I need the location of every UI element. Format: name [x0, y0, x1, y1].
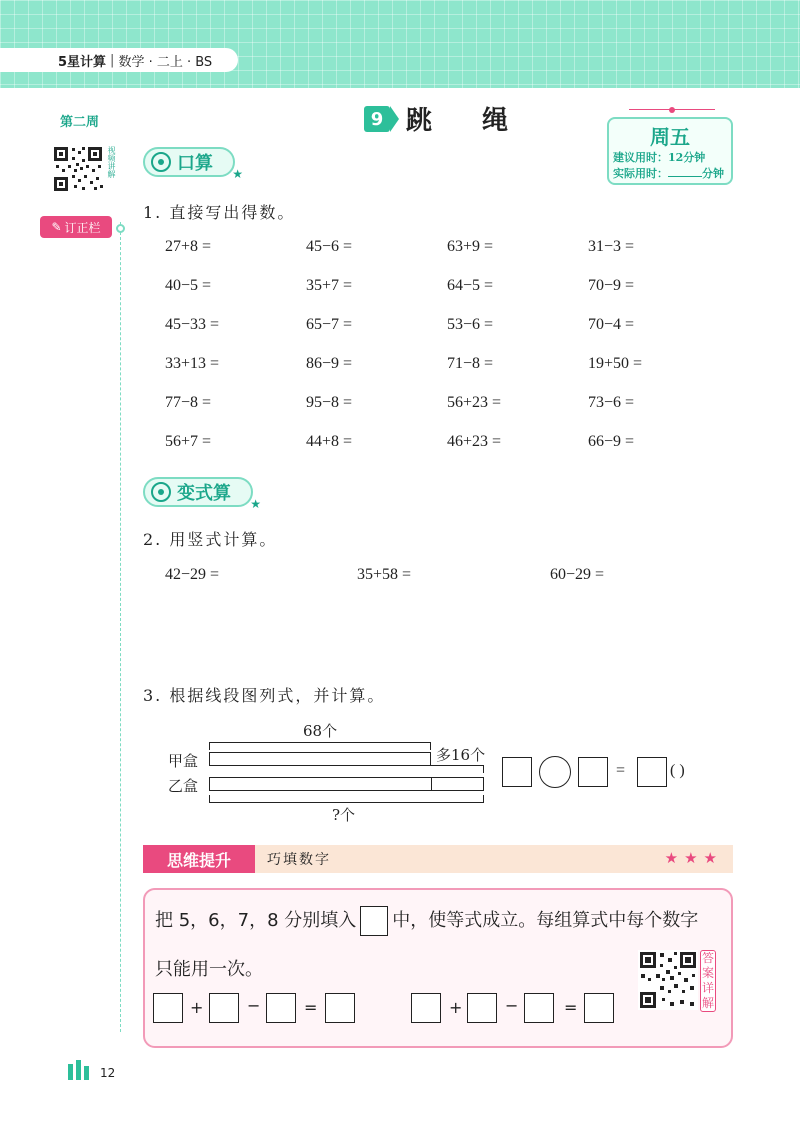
- oral-problem: 63+9 =: [447, 238, 494, 255]
- answer-qr-icon[interactable]: [638, 950, 698, 1010]
- box-a-label: 甲盒: [168, 752, 199, 770]
- fill-box[interactable]: [524, 993, 554, 1023]
- oral-problem: 44+8 =: [306, 433, 353, 450]
- qr-code-icon[interactable]: [52, 145, 104, 193]
- star-icon: ★: [232, 167, 243, 181]
- oral-problem: 45−6 =: [306, 238, 353, 255]
- thinking-subtitle: 巧填数字: [267, 852, 331, 868]
- oral-problem: 27+8 =: [165, 238, 212, 255]
- fill-box[interactable]: [153, 993, 183, 1023]
- lesson-title: 跳绳: [406, 106, 559, 136]
- bar-b-divider: [431, 777, 432, 791]
- answer-box[interactable]: [502, 757, 532, 787]
- q1-prompt: 1. 直接写出得数。: [143, 203, 296, 222]
- fill-box[interactable]: [467, 993, 497, 1023]
- oral-problem: 70−9 =: [588, 277, 635, 294]
- card-pin: [669, 107, 675, 113]
- oral-problem: 73−6 =: [588, 394, 635, 411]
- oral-problem: 71−8 =: [447, 355, 494, 372]
- suggested-time: 建议用时：12分钟: [613, 151, 706, 164]
- answer-box[interactable]: [578, 757, 608, 787]
- oral-problem: 64−5 =: [447, 277, 494, 294]
- oral-problem: 66−9 =: [588, 433, 635, 450]
- oral-problem: 56+23 =: [447, 394, 502, 411]
- correction-tag: [40, 216, 112, 238]
- oral-problem: 19+50 =: [588, 355, 643, 372]
- brace-bottom: [209, 795, 484, 803]
- total-a-label: 68个: [303, 722, 338, 740]
- oral-problem: 95−8 =: [306, 394, 353, 411]
- equals-sign: =: [564, 998, 578, 1017]
- day-label: 周五: [650, 125, 690, 149]
- oral-problem: 33+13 =: [165, 355, 220, 372]
- page-mark-icon: [66, 1058, 94, 1080]
- difficulty-stars: ★★★: [664, 849, 723, 867]
- bar-b: [209, 777, 484, 791]
- pencil-icon: ✎: [51, 220, 62, 234]
- star-icon: ★: [250, 497, 261, 511]
- series-tab: [0, 48, 238, 72]
- q2-prompt: 2. 用竖式计算。: [143, 530, 278, 549]
- oral-problem: 56+7 =: [165, 433, 212, 450]
- actual-time-blank[interactable]: [668, 166, 702, 177]
- section-variant-label: 变式算: [177, 483, 231, 504]
- actual-time-prefix: 实际用时：: [613, 167, 668, 180]
- section-oral: [143, 147, 243, 181]
- result-box[interactable]: [637, 757, 667, 787]
- oral-problem: 65−7 =: [306, 316, 353, 333]
- equals-sign: =: [304, 998, 318, 1017]
- day-card: [607, 117, 733, 185]
- unknown-label: ?个: [332, 806, 356, 824]
- subject-label: 数学 · 二上 · BS: [118, 54, 213, 70]
- minus-sign: −: [505, 996, 519, 1015]
- thinking-tag: 思维提升: [143, 845, 255, 873]
- oral-problem: 53−6 =: [447, 316, 494, 333]
- plus-sign: +: [190, 998, 204, 1017]
- fill-box[interactable]: [209, 993, 239, 1023]
- q2-item: 60−29 =: [550, 566, 605, 583]
- plus-sign: +: [449, 998, 463, 1017]
- oral-problem: 31−3 =: [588, 238, 635, 255]
- fill-box[interactable]: [325, 993, 355, 1023]
- more-label: 多16个: [436, 746, 486, 764]
- oral-problem: 86−9 =: [306, 355, 353, 372]
- q3-prompt: 3. 根据线段图列式，并计算。: [143, 686, 386, 705]
- equals-sign: =: [616, 762, 626, 779]
- qr-caption: 视频讲解: [107, 146, 116, 178]
- q2-item: 35+58 =: [357, 566, 412, 583]
- section-variant: [143, 477, 261, 511]
- oral-problem: 77−8 =: [165, 394, 212, 411]
- series-name: 5星计算: [58, 54, 107, 70]
- thinking-line1: [155, 906, 698, 936]
- section-oral-label: 口算: [177, 153, 213, 174]
- brace-more: [431, 765, 484, 773]
- fill-box[interactable]: [584, 993, 614, 1023]
- divider-dot: [116, 224, 125, 233]
- thinking-line1-b: 中，使等式成立。每组算式中每个数字: [392, 910, 699, 931]
- oral-problem: 46+23 =: [447, 433, 502, 450]
- actual-time-suffix: 分钟: [702, 167, 724, 180]
- correction-label: 订正栏: [64, 220, 101, 235]
- q2-item: 42−29 =: [165, 566, 220, 583]
- oral-problem: 45−33 =: [165, 316, 220, 333]
- stopwatch-icon: [151, 152, 171, 172]
- bar-a: [209, 752, 431, 766]
- answer-detail-label: 答案详解: [701, 951, 714, 1010]
- thinking-bar: [143, 845, 733, 873]
- fill-box[interactable]: [411, 993, 441, 1023]
- fill-box[interactable]: [266, 993, 296, 1023]
- oral-problem: 40−5 =: [165, 277, 212, 294]
- unit-parens[interactable]: ( ): [670, 762, 685, 779]
- lesson-number: 9: [364, 106, 390, 132]
- actual-time: [609, 166, 731, 182]
- thinking-line2: 只能用一次。: [155, 959, 263, 980]
- page-number: 12: [100, 1066, 116, 1080]
- minus-sign: −: [247, 996, 261, 1015]
- brace-top: [209, 742, 431, 750]
- fill-box-example: [360, 906, 388, 936]
- lesson-arrow-icon: [390, 106, 399, 132]
- series-separator: |: [110, 52, 115, 68]
- week-label: 第二周: [60, 115, 100, 130]
- oral-problem: 35+7 =: [306, 277, 353, 294]
- header-band: [0, 0, 800, 88]
- margin-divider: [120, 222, 121, 1032]
- box-b-label: 乙盒: [168, 777, 199, 795]
- thinking-line1-a: 把 5，6，7，8 分别填入: [155, 910, 357, 931]
- oral-problem: 70−4 =: [588, 316, 635, 333]
- target-icon: [151, 482, 171, 502]
- operator-circle[interactable]: [539, 756, 571, 788]
